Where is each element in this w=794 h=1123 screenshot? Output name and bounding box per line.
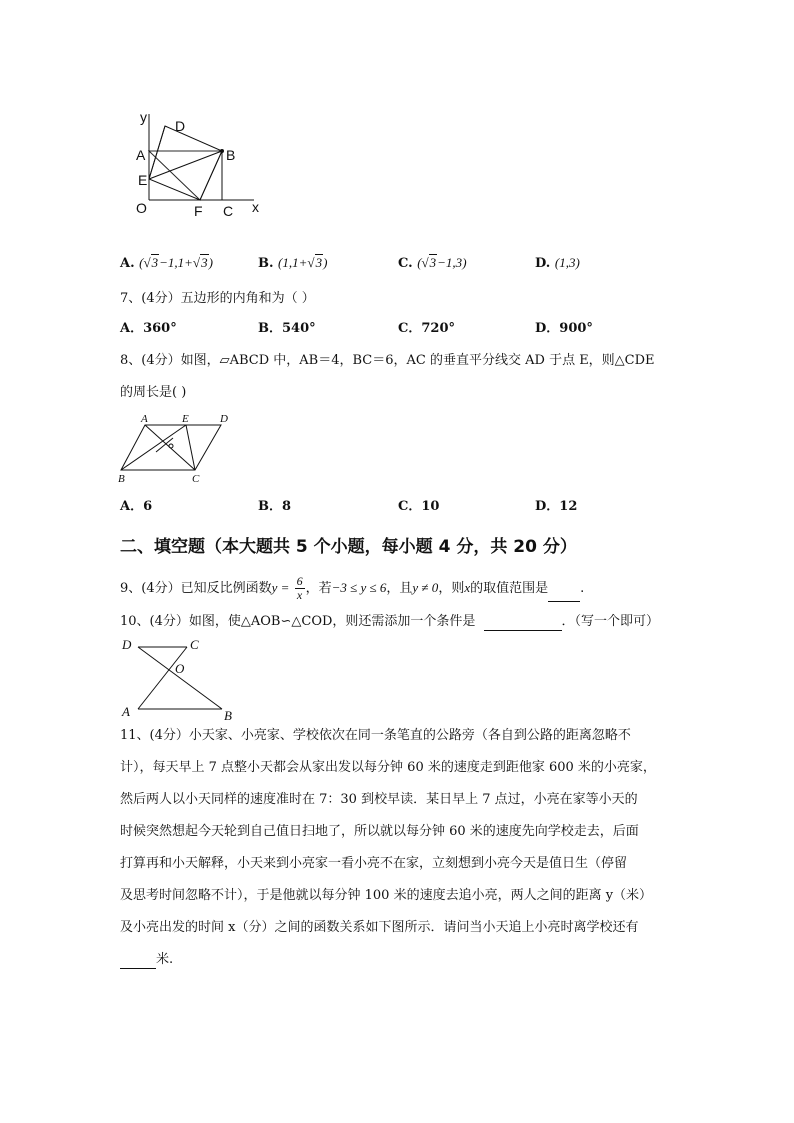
q11-line-7: 及小亮出发的时间 x（分）之间的函数关系如下图所示．请问当小天追上小亮时离学校还有 — [120, 920, 639, 935]
q7-option-c: C．720° — [398, 321, 455, 336]
label-o: O — [136, 200, 147, 216]
q11-line-4: 时候突然想起今天轮到自己值日扫地了，所以就以每分钟 60 米的速度先向学校走去，后面 — [120, 824, 639, 839]
q6-option-d: D. (1,3) — [535, 255, 580, 271]
section-2-title: 二、填空题（本大题共 5 个小题，每小题 4 分，共 20 分） — [120, 537, 577, 557]
label-x: x — [252, 199, 259, 215]
q8-option-a: A．6 — [120, 499, 153, 514]
square-defb — [149, 126, 222, 200]
q8-label-e: E — [182, 413, 189, 425]
q8-label-b: B — [118, 473, 125, 484]
q11-line-3: 然后两人以小天同样的速度准时在 7：30 到校早读．某日早上 7 点过，小亮在家等小天的 — [120, 792, 638, 807]
q6-option-a: A. (√3−1,1+√3) — [120, 255, 213, 271]
q8-stem-line1: 8、(4分）如图，▱ABCD 中，AB＝4，BC＝6，AC 的垂直平分线交 AD 于点 E，则△CDE — [120, 353, 655, 368]
q9-fraction: $\frac{6}{x}$ — [296, 574, 303, 602]
q11-line-5: 打算再和小天解释，小天来到小亮家一看小亮不在家，立刻想到小亮今天是值日生（停留 — [120, 856, 628, 871]
q10-answer-blank[interactable] — [484, 630, 562, 631]
q8-label-d: D — [220, 413, 228, 425]
label-f: F — [194, 203, 203, 219]
q7-stem: 7、(4分）五边形的内角和为（ ） — [120, 291, 315, 306]
q7-option-b: B．540° — [258, 321, 316, 336]
q6-coordinate-figure — [128, 108, 278, 223]
q6-option-c: C. (√3−1,3) — [398, 255, 467, 271]
label-b: B — [226, 147, 236, 163]
q11-line-8: 米. — [120, 951, 173, 969]
q9-answer-blank[interactable] — [548, 601, 580, 602]
q10-label-d: D — [122, 637, 132, 652]
q8-label-c: C — [192, 473, 200, 484]
q8-option-b: B．8 — [258, 499, 292, 514]
label-c: C — [223, 203, 234, 219]
q10-label-a: A — [122, 704, 130, 719]
label-a: A — [136, 147, 146, 163]
q6-option-b: B. (1,1+√3) — [258, 255, 328, 271]
q11-line-1: 11、(4分）小天家、小亮家、学校依次在同一条笔直的公路旁（各自到公路的距离忽略不 — [120, 728, 631, 743]
q8-option-c: C．10 — [398, 499, 440, 514]
q10-stem: 10、(4分）如图，使△AOB∽△COD，则还需添加一个条件是 ．（写一个即可） — [120, 614, 660, 629]
q8-stem-line2: 的周长是( ) — [120, 385, 187, 400]
q8-label-a: A — [141, 413, 148, 425]
label-d: D — [175, 118, 186, 134]
q8-option-d: D．12 — [535, 499, 578, 514]
q11-line-6: 及思考时间忽略不计），于是他就以每分钟 100 米的速度去追小亮，两人之间的距离 y（米） — [120, 888, 653, 903]
label-y: y — [140, 109, 147, 125]
q7-option-a: A．360° — [120, 321, 177, 336]
q9-stem: 9、(4分）已知反比例函数y = $\frac{6}{x}$ ，若−3 ≤ y ≤ 6，且y ≠ 0，则x的取值范围是 . — [120, 574, 585, 602]
q11-answer-blank[interactable] — [120, 968, 156, 969]
q8-parallelogram-figure — [116, 412, 241, 484]
q7-option-d: D．900° — [535, 321, 593, 336]
q10-label-c: C — [190, 637, 199, 652]
q10-label-o: O — [175, 661, 185, 676]
label-e: E — [138, 172, 148, 188]
q10-label-b: B — [224, 708, 232, 723]
q11-line-2: 计），每天早上 7 点整小天都会从家出发以每分钟 60 米的速度走到距他家 600 米的小亮家， — [120, 760, 656, 775]
q10-triangles-figure — [118, 634, 242, 724]
triangle-abf — [149, 151, 222, 200]
